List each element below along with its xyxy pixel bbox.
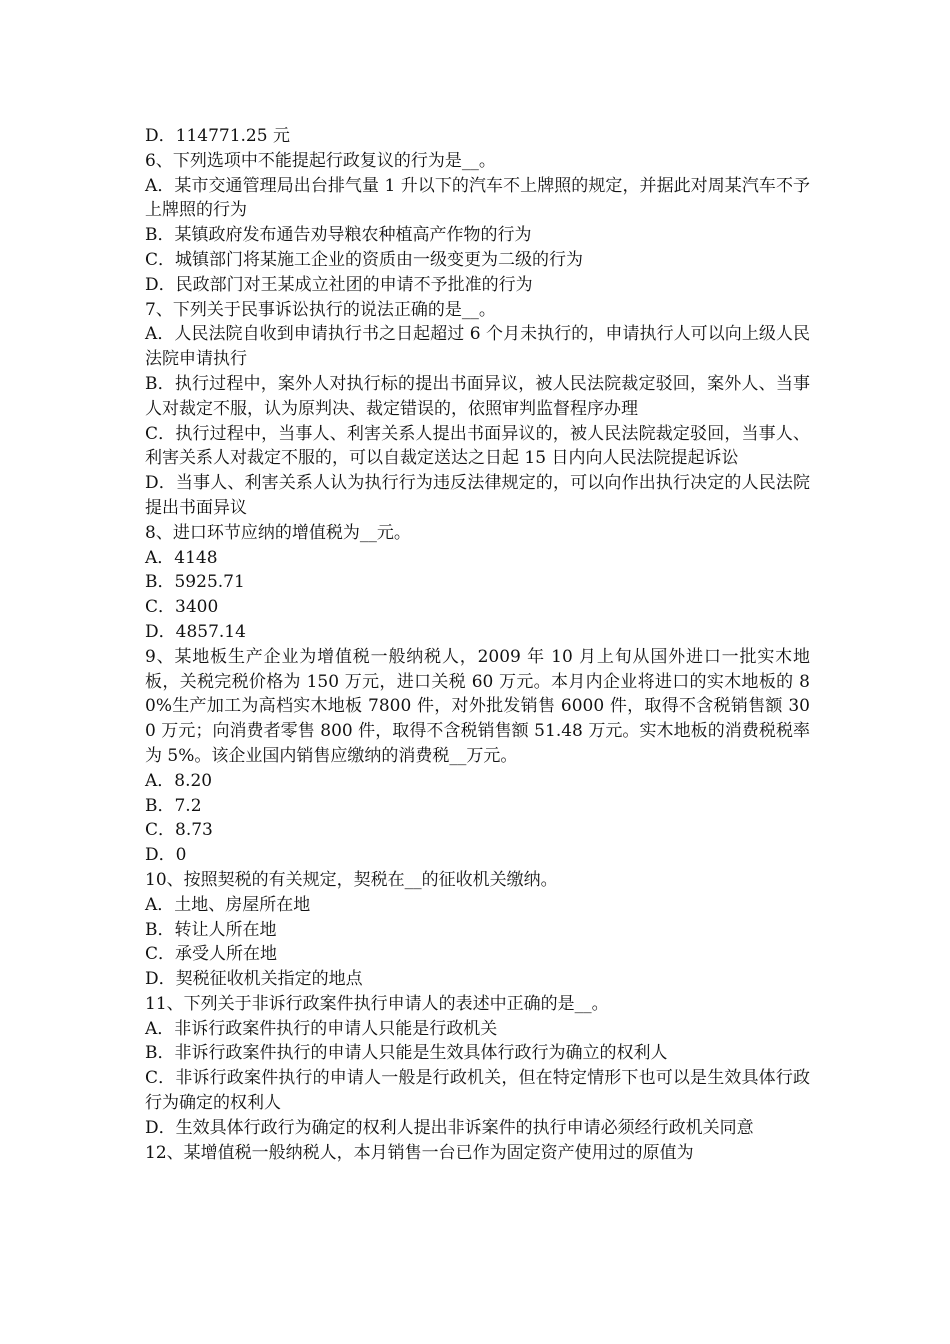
question-12: 12、某增值税一般纳税人，本月销售一台已作为固定资产使用过的原值为 xyxy=(145,1142,694,1163)
question-10: 10、按照契税的有关规定，契税在__的征收机关缴纳。 xyxy=(145,869,558,890)
option-a-q6: A．某市交通管理局出台排气量 1 升以下的汽车不上牌照的规定，并据此对周某汽车不予上牌照的行为 xyxy=(145,175,810,221)
option-c-q9: C．8.73 xyxy=(145,820,213,841)
option-b-q10: B．转让人所在地 xyxy=(145,919,277,940)
option-d-q6: D．民政部门对王某成立社团的申请不予批准的行为 xyxy=(145,274,533,295)
document-page xyxy=(145,124,810,1165)
option-d-q5: D．114771.25 元 xyxy=(145,126,290,146)
question-9: 9、某地板生产企业为增值税一般纳税人，2009 年 10 月上旬从国外进口一批实木地板，关税完税价格为 150 万元，进口关税 60 万元。本月内企业将进口的实木地板的 80%生产加工为高档实木地板 7800 件，对外批发销售 6000 件，取得不含税销售额 300 万元；向消费者零售 800 件，取得不含税销售额 51.48 万元。实木地板的消费税税率为 5%。该企业国内销售应缴纳的消费税__万元。 xyxy=(145,646,810,766)
option-c-q10: C．承受人所在地 xyxy=(145,944,278,965)
option-a-q11: A．非诉行政案件执行的申请人只能是行政机关 xyxy=(145,1018,498,1039)
option-b-q8: B．5925.71 xyxy=(145,572,245,593)
option-a-q7: A．人民法院自收到申请执行书之日起超过 6 个月未执行的，申请执行人可以向上级人民法院申请执行 xyxy=(145,324,810,370)
option-d-q8: D．4857.14 xyxy=(145,621,246,642)
option-d-q11: D．生效具体行政行为确定的权利人提出非诉案件的执行申请必须经行政机关同意 xyxy=(145,1117,754,1138)
option-c-q7: C．执行过程中，当事人、利害关系人提出书面异议的，被人民法院裁定驳回，当事人、利害关系人对裁定不服的，可以自裁定送达之日起 15 日内向人民法院提起诉讼 xyxy=(145,423,810,469)
question-8: 8、进口环节应纳的增值税为__元。 xyxy=(145,522,411,543)
question-6: 6、下列选项中不能提起行政复议的行为是__。 xyxy=(145,150,496,171)
option-b-q7: B．执行过程中，案外人对执行标的提出书面异议，被人民法院裁定驳回，案外人、当事人对裁定不服，认为原判决、裁定错误的，依照审判监督程序办理 xyxy=(145,373,810,419)
option-c-q11: C．非诉行政案件执行的申请人一般是行政机关，但在特定情形下也可以是生效具体行政行为确定的权利人 xyxy=(145,1068,810,1114)
option-a-q8: A．4148 xyxy=(145,547,218,568)
option-b-q9: B．7.2 xyxy=(145,795,202,816)
option-c-q6: C．城镇部门将某施工企业的资质由一级变更为二级的行为 xyxy=(145,249,584,270)
option-a-q9: A．8.20 xyxy=(145,770,213,791)
option-b-q6: B．某镇政府发布通告劝导粮农种植高产作物的行为 xyxy=(145,225,532,246)
option-b-q11: B．非诉行政案件执行的申请人只能是生效具体行政行为确立的权利人 xyxy=(145,1043,668,1064)
option-d-q7: D．当事人、利害关系人认为执行行为违反法律规定的，可以向作出执行决定的人民法院提出书面异议 xyxy=(145,473,810,518)
question-7: 7、下列关于民事诉讼执行的说法正确的是__。 xyxy=(145,299,496,320)
option-c-q8: C．3400 xyxy=(145,597,219,618)
option-a-q10: A．土地、房屋所在地 xyxy=(145,894,311,915)
question-11: 11、下列关于非诉行政案件执行申请人的表述中正确的是__。 xyxy=(145,993,609,1014)
option-d-q10: D．契税征收机关指定的地点 xyxy=(145,969,363,990)
option-d-q9: D．0 xyxy=(145,845,187,866)
